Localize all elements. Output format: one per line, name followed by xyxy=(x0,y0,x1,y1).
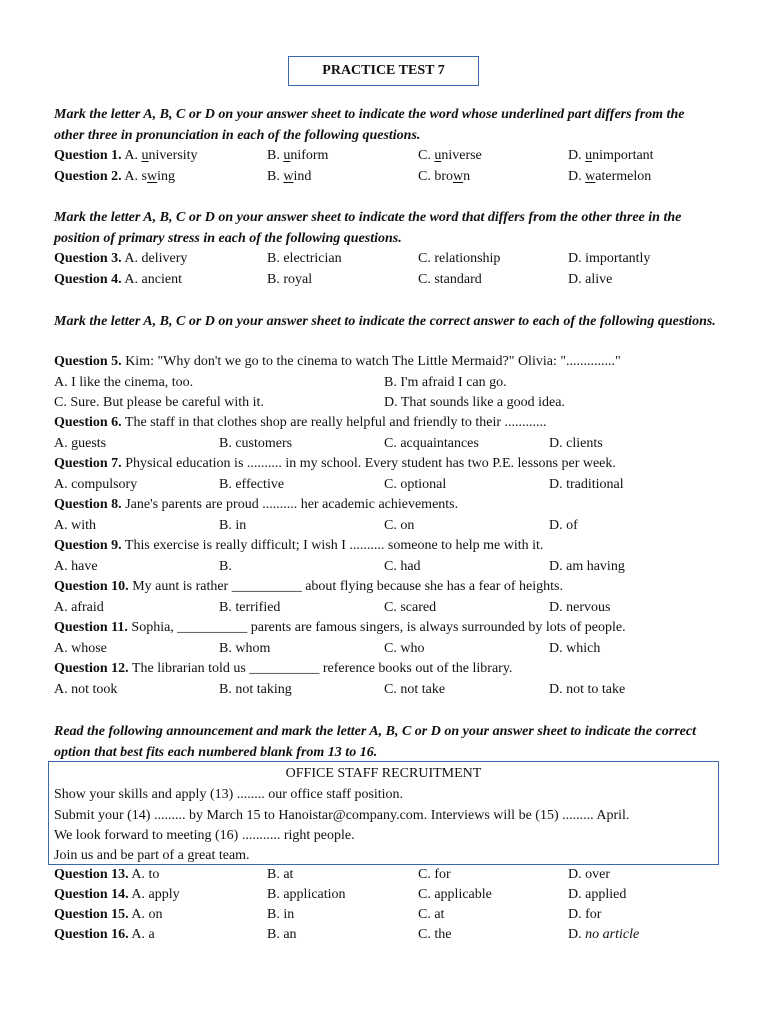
announcement-box xyxy=(48,761,719,865)
announcement-line: Submit your (14) ......... by March 15 to Hanoistar@company.com. Interviews will be (15) ......... April. xyxy=(54,808,630,823)
question-6-options xyxy=(54,434,724,454)
option-b: B. an xyxy=(267,927,297,942)
question-3 xyxy=(54,249,724,269)
option-c: C. Sure. But please be careful with it. xyxy=(54,395,264,410)
option-c: C. optional xyxy=(384,477,447,492)
option-d: D. watermelon xyxy=(568,169,652,184)
option-b: B. uniform xyxy=(267,148,329,163)
option-d: D. which xyxy=(549,641,601,656)
question-9-stem: Question 9. This exercise is really difficult; I wish I .......... someone to help me with it. xyxy=(54,538,544,553)
question-9-options xyxy=(54,557,724,577)
option-d: D. alive xyxy=(568,272,613,287)
question-number: Question 14. xyxy=(54,887,129,902)
test-title: PRACTICE TEST 7 xyxy=(288,56,479,86)
option-d: D. not to take xyxy=(549,682,626,697)
question-6-stem: Question 6. The staff in that clothes shop are really helpful and friendly to their ............ xyxy=(54,415,547,430)
question-12-stem: Question 12. The librarian told us __________ reference books out of the library. xyxy=(54,661,513,676)
option-b: B. wind xyxy=(267,169,312,184)
option-d: D. over xyxy=(568,867,610,882)
option-a: A. I like the cinema, too. xyxy=(54,375,194,390)
option-a: A. with xyxy=(54,518,96,533)
instruction-correct-answer: Mark the letter A, B, C or D on your answer sheet to indicate the correct answer to each of the following questions. xyxy=(54,314,716,329)
question-8-stem: Question 8. Jane's parents are proud .......... her academic achievements. xyxy=(54,497,459,512)
option-a: A. on xyxy=(131,907,163,922)
option-c: C. applicable xyxy=(418,887,492,902)
question-11-options xyxy=(54,639,724,659)
option-c: C. acquaintances xyxy=(384,436,479,451)
question-15 xyxy=(54,905,724,925)
instruction-stress: Mark the letter A, B, C or D on your answer sheet to indicate the word that differs from the other three in the position of primary stress in each of the following questions. xyxy=(54,210,682,246)
option-d: D. for xyxy=(568,907,602,922)
option-b: B. xyxy=(219,559,232,574)
option-d: D. nervous xyxy=(549,600,611,615)
option-c: C. at xyxy=(418,907,445,922)
question-number: Question 4. xyxy=(54,272,122,287)
instruction-pronunciation: Mark the letter A, B, C or D on your answer sheet to indicate the word whose underlined part differs from the other three in pronunciation in each of the following questions. xyxy=(54,107,685,143)
question-number: Question 1. xyxy=(54,148,122,163)
question-8-options xyxy=(54,516,724,536)
option-c: C. for xyxy=(418,867,451,882)
question-number: Question 15. xyxy=(54,907,129,922)
option-b: B. in xyxy=(219,518,247,533)
option-c: C. standard xyxy=(418,272,482,287)
question-10-stem: Question 10. My aunt is rather __________ about flying because she has a fear of heights. xyxy=(54,579,563,594)
option-b: B. customers xyxy=(219,436,293,451)
instruction-announcement: Read the following announcement and mark the letter A, B, C or D on your answer sheet to indicate the correct option that best fits each numbered blank from 13 to 16. xyxy=(54,724,696,760)
option-a: A. delivery xyxy=(124,251,188,266)
question-5-options-1 xyxy=(54,373,724,393)
question-2: Question 2. A. swing B. wind C. brown D. watermelon xyxy=(54,167,724,187)
question-7-options xyxy=(54,475,724,495)
option-c: C. not take xyxy=(384,682,446,697)
option-c: C. had xyxy=(384,559,421,574)
option-b: B. in xyxy=(267,907,295,922)
option-a: A. afraid xyxy=(54,600,104,615)
announcement-line: Show your skills and apply (13) ........ our office staff position. xyxy=(54,787,404,802)
option-b: B. not taking xyxy=(219,682,292,697)
option-c: C. scared xyxy=(384,600,437,615)
option-a: A. to xyxy=(131,867,160,882)
question-14 xyxy=(54,885,724,905)
question-16 xyxy=(54,925,724,945)
option-d: D. am having xyxy=(549,559,625,574)
announcement-line: We look forward to meeting (16) ........... right people. xyxy=(54,828,355,843)
option-d: D. importantly xyxy=(568,251,651,266)
option-d: D. traditional xyxy=(549,477,624,492)
option-d: D. That sounds like a good idea. xyxy=(384,395,565,410)
option-d: D. of xyxy=(549,518,578,533)
question-4 xyxy=(54,270,724,290)
question-number: Question 3. xyxy=(54,251,122,266)
option-b: B. whom xyxy=(219,641,271,656)
question-number: Question 13. xyxy=(54,867,129,882)
option-c: C. the xyxy=(418,927,452,942)
option-b: B. effective xyxy=(219,477,285,492)
option-b: B. at xyxy=(267,867,294,882)
option-d: D. unimportant xyxy=(568,148,654,163)
option-a: A. compulsory xyxy=(54,477,138,492)
option-b: B. royal xyxy=(267,272,313,287)
question-1: Question 1. A. university B. uniform C. universe D. unimportant xyxy=(54,146,724,166)
option-a: A. a xyxy=(131,927,155,942)
question-10-options xyxy=(54,598,724,618)
option-b: B. terrified xyxy=(219,600,281,615)
option-c: C. who xyxy=(384,641,425,656)
option-c: C. brown xyxy=(418,169,471,184)
question-7-stem: Question 7. Physical education is .......... in my school. Every student has two P.E. lessons per week. xyxy=(54,456,616,471)
announcement-line: Join us and be part of a great team. xyxy=(54,848,250,863)
question-number: Question 2. xyxy=(54,169,122,184)
option-a: A. apply xyxy=(131,887,180,902)
option-a: A. ancient xyxy=(124,272,182,287)
option-d: D. applied xyxy=(568,887,627,902)
option-b: B. electrician xyxy=(267,251,342,266)
question-5-stem: Question 5. Kim: "Why don't we go to the cinema to watch The Little Mermaid?" Olivia: ".............." xyxy=(54,354,621,369)
question-11-stem: Question 11. Sophia, __________ parents are famous singers, is always surrounded by lots of people. xyxy=(54,620,626,635)
option-a: A. guests xyxy=(54,436,107,451)
option-c: C. relationship xyxy=(418,251,501,266)
question-13 xyxy=(54,865,724,885)
question-12-options xyxy=(54,680,724,700)
question-5-options-2 xyxy=(54,393,724,413)
question-number: Question 16. xyxy=(54,927,129,942)
option-c: C. on xyxy=(384,518,415,533)
option-b: B. I'm afraid I can go. xyxy=(384,375,507,390)
option-a: A. whose xyxy=(54,641,107,656)
option-a: A. not took xyxy=(54,682,118,697)
option-d: D. clients xyxy=(549,436,603,451)
option-b: B. application xyxy=(267,887,346,902)
announcement-title: OFFICE STAFF RECRUITMENT xyxy=(285,766,482,781)
option-a: A. have xyxy=(54,559,98,574)
option-d: D. no article xyxy=(568,927,640,942)
option-c: C. universe xyxy=(418,148,482,163)
